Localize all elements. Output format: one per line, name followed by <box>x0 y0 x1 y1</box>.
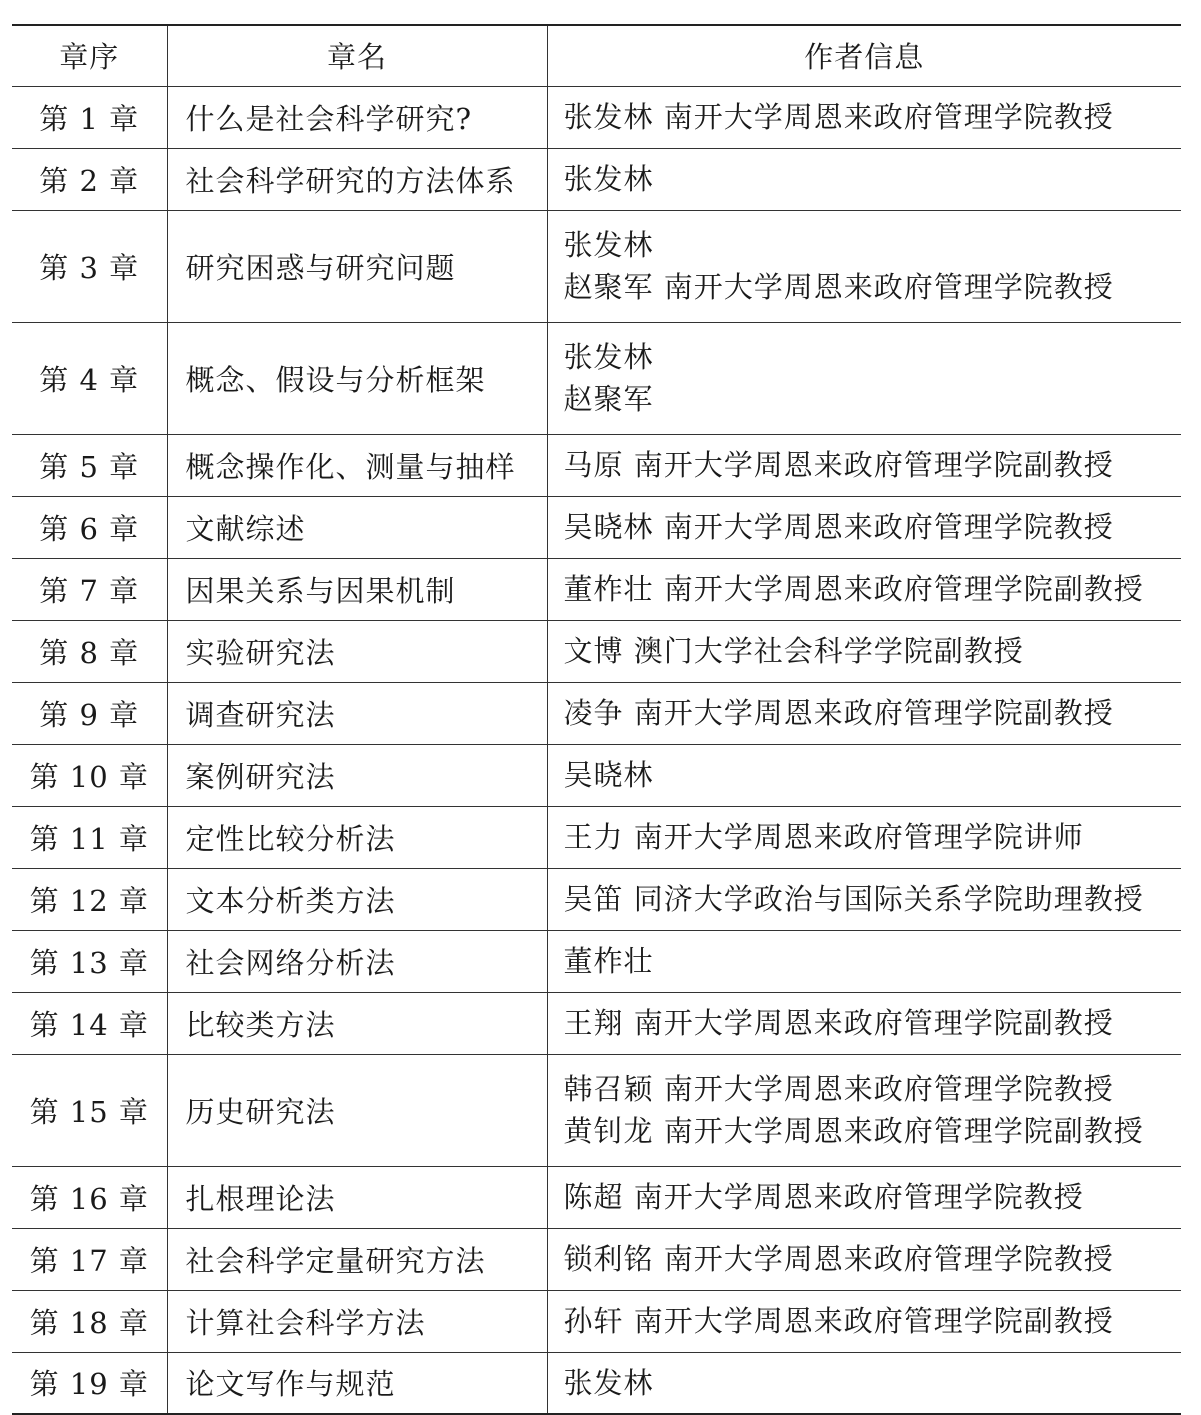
chapter-number: 第 14 章 <box>12 992 167 1054</box>
author-line: 王力 南开大学周恩来政府管理学院讲师 <box>563 820 1084 854</box>
header-row <box>12 25 1181 86</box>
table-row <box>12 86 1181 148</box>
table-row <box>12 1228 1181 1290</box>
author-line: 吴笛 同济大学政治与国际关系学院助理教授 <box>563 882 1144 916</box>
header-title: 章名 <box>167 25 547 86</box>
author-info <box>547 86 1181 148</box>
author-info <box>547 1054 1181 1166</box>
table-row <box>12 322 1181 434</box>
chapter-number: 第 5 章 <box>12 434 167 496</box>
chapter-number: 第 12 章 <box>12 868 167 930</box>
chapter-number: 第 8 章 <box>12 620 167 682</box>
author-info <box>547 682 1181 744</box>
author-line: 吴晓林 南开大学周恩来政府管理学院教授 <box>563 510 1114 544</box>
author-info <box>547 930 1181 992</box>
table-row <box>12 1352 1181 1414</box>
chapter-title: 论文写作与规范 <box>167 1352 547 1414</box>
chapter-title: 历史研究法 <box>167 1054 547 1166</box>
chapter-title: 文本分析类方法 <box>167 868 547 930</box>
author-info <box>547 620 1181 682</box>
author-line: 张发林 <box>563 1365 654 1400</box>
table-row <box>12 148 1181 210</box>
chapter-number: 第 2 章 <box>12 148 167 210</box>
author-info <box>547 496 1181 558</box>
chapter-number: 第 1 章 <box>12 86 167 148</box>
author-info <box>547 806 1181 868</box>
author-info <box>547 1166 1181 1228</box>
chapter-title: 调查研究法 <box>167 682 547 744</box>
chapter-number: 第 15 章 <box>12 1054 167 1166</box>
table-row <box>12 806 1181 868</box>
table-row <box>12 210 1181 322</box>
author-info <box>547 744 1181 806</box>
author-line: 韩召颖 南开大学周恩来政府管理学院教授 <box>563 1072 1114 1106</box>
table-row <box>12 930 1181 992</box>
author-line: 锁利铭 南开大学周恩来政府管理学院教授 <box>563 1242 1114 1276</box>
table-row <box>12 1166 1181 1228</box>
table-row <box>12 434 1181 496</box>
chapter-title: 概念操作化、测量与抽样 <box>167 434 547 496</box>
author-line: 孙轩 南开大学周恩来政府管理学院副教授 <box>563 1304 1114 1338</box>
chapter-title: 比较类方法 <box>167 992 547 1054</box>
table-row <box>12 558 1181 620</box>
header-author: 作者信息 <box>547 25 1181 86</box>
chapter-number: 第 11 章 <box>12 806 167 868</box>
author-line: 马原 南开大学周恩来政府管理学院副教授 <box>563 448 1114 482</box>
chapter-number: 第 4 章 <box>12 322 167 434</box>
author-info <box>547 210 1181 322</box>
table-row <box>12 620 1181 682</box>
author-line: 文博 澳门大学社会科学学院副教授 <box>563 634 1024 668</box>
chapter-number: 第 9 章 <box>12 682 167 744</box>
author-info <box>547 1228 1181 1290</box>
author-line: 董柞壮 <box>563 944 654 978</box>
author-info <box>547 322 1181 434</box>
author-line: 张发林 <box>563 228 654 262</box>
author-line: 吴晓林 <box>563 758 654 792</box>
author-line: 王翔 南开大学周恩来政府管理学院副教授 <box>563 1006 1114 1040</box>
author-info <box>547 558 1181 620</box>
table-row <box>12 496 1181 558</box>
author-line: 张发林 南开大学周恩来政府管理学院教授 <box>563 100 1114 134</box>
author-info <box>547 992 1181 1054</box>
chapter-title: 社会科学定量研究方法 <box>167 1228 547 1290</box>
chapter-number: 第 6 章 <box>12 496 167 558</box>
author-line: 凌争 南开大学周恩来政府管理学院副教授 <box>563 696 1114 730</box>
chapter-title: 社会网络分析法 <box>167 930 547 992</box>
chapter-title: 社会科学研究的方法体系 <box>167 148 547 210</box>
table-row <box>12 1290 1181 1352</box>
chapter-title: 因果关系与因果机制 <box>167 558 547 620</box>
author-line: 张发林 <box>563 340 654 374</box>
author-line: 张发林 <box>563 162 654 196</box>
chapter-author-table <box>12 24 1181 1415</box>
chapter-number: 第 13 章 <box>12 930 167 992</box>
chapter-title: 概念、假设与分析框架 <box>167 322 547 434</box>
author-info <box>547 1352 1181 1414</box>
author-info <box>547 1290 1181 1352</box>
author-info <box>547 434 1181 496</box>
author-info <box>547 148 1181 210</box>
chapter-number: 第 18 章 <box>12 1290 167 1352</box>
table-body <box>12 86 1181 1414</box>
chapter-number: 第 17 章 <box>12 1228 167 1290</box>
chapter-number: 第 10 章 <box>12 744 167 806</box>
chapter-number: 第 19 章 <box>12 1352 167 1414</box>
author-line: 陈超 南开大学周恩来政府管理学院教授 <box>563 1180 1084 1214</box>
table-row <box>12 868 1181 930</box>
chapter-number: 第 7 章 <box>12 558 167 620</box>
chapter-title: 研究困惑与研究问题 <box>167 210 547 322</box>
table-row <box>12 744 1181 806</box>
chapter-title: 文献综述 <box>167 496 547 558</box>
table-row <box>12 992 1181 1054</box>
chapter-title: 什么是社会科学研究? <box>167 86 547 148</box>
chapter-title: 实验研究法 <box>167 620 547 682</box>
author-line: 赵聚军 南开大学周恩来政府管理学院教授 <box>563 270 1114 304</box>
header-chapter: 章序 <box>12 25 167 86</box>
author-line: 董柞壮 南开大学周恩来政府管理学院副教授 <box>563 572 1144 606</box>
author-line: 赵聚军 <box>563 382 654 416</box>
chapter-number: 第 3 章 <box>12 210 167 322</box>
chapter-title: 扎根理论法 <box>167 1166 547 1228</box>
table-row <box>12 1054 1181 1166</box>
table-header <box>12 25 1181 86</box>
chapter-title: 计算社会科学方法 <box>167 1290 547 1352</box>
chapter-title: 定性比较分析法 <box>167 806 547 868</box>
author-line: 黄钊龙 南开大学周恩来政府管理学院副教授 <box>563 1114 1144 1148</box>
chapter-number: 第 16 章 <box>12 1166 167 1228</box>
chapter-title: 案例研究法 <box>167 744 547 806</box>
author-info <box>547 868 1181 930</box>
table-row <box>12 682 1181 744</box>
